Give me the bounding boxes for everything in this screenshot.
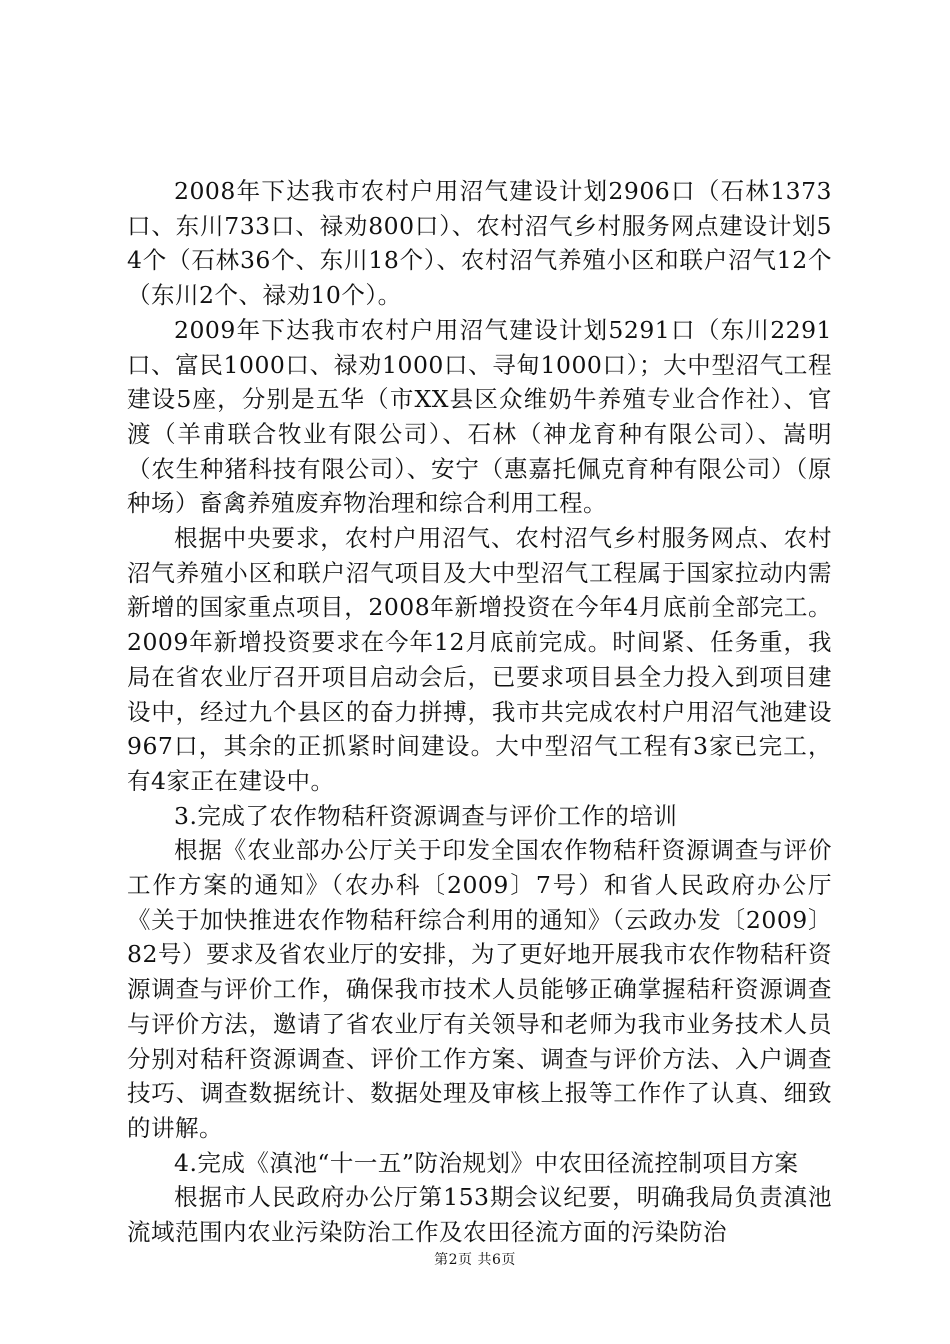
paragraph-dianchi-meeting: 根据市人民政府办公厅第153期会议纪要，明确我局负责滇池流域范围内农业污染防治工作及农田径流方面的污染防治	[127, 1183, 832, 1247]
paragraph-straw-survey-training: 根据《农业部办公厅关于印发全国农作物秸秆资源调查与评价工作方案的通知》（农办科〔2009〕7号）和省人民政府办公厅《关于加快推进农作物秸秆综合利用的通知》（云政办发〔2009〕82号）要求及省农业厅的安排，为了更好地开展我市农作物秸秆资源调查与评价工作，确保我市技术人员能够正确掌握秸秆资源调查与评价方法，邀请了省农业厅有关领导和老师为我市业务技术人员分别对秸秆资源调查、评价工作方案、调查与评价方法、入户调查技巧、调查数据统计、数据处理及审核上报等工作作了认真、细致的讲解。	[127, 836, 832, 1142]
paragraph-central-requirements: 根据中央要求，农村户用沼气、农村沼气乡村服务网点、农村沼气养殖小区和联户沼气项目及大中型沼气工程属于国家拉动内需新增的国家重点项目，2008年新增投资在今年4月底前全部完工。2009年新增投资要求在今年12月底前完成。时间紧、任务重，我局在省农业厅召开项目启动会后，已要求项目县全力投入到项目建设中，经过九个县区的奋力拼搏，我市共完成农村户用沼气池建设967口，其余的正抓紧时间建设。大中型沼气工程有3家已完工，有4家正在建设中。	[127, 524, 832, 795]
paragraph-2008-biogas-plan: 2008年下达我市农村户用沼气建设计划2906口（石林1373口、东川733口、禄劝800口）、农村沼气乡村服务网点建设计划54个（石林36个、东川18个）、农村沼气养殖小区和联户沼气12个（东川2个、禄劝10个）。	[127, 177, 832, 310]
section-heading-straw-survey: 3.完成了农作物秸秆资源调查与评价工作的培训	[174, 801, 678, 830]
document-body	[127, 174, 832, 1250]
paragraph-2009-biogas-plan: 2009年下达我市农村户用沼气建设计划5291口（东川2291口、富民1000口、禄劝1000口、寻甸1000口）；大中型沼气工程建设5座，分别是五华（市XX县区众维奶牛养殖专业合作社）、官渡（羊甫联合牧业有限公司）、石林（神龙育种有限公司）、嵩明（农生种猪科技有限公司）、安宁（惠嘉托佩克育种有限公司）（原种场）畜禽养殖废弃物治理和综合利用工程。	[127, 315, 832, 518]
page-footer: 第2页 共6页	[434, 1252, 516, 1268]
section-heading-dianchi-plan: 4.完成《滇池“十一五”防治规划》中农田径流控制项目方案	[174, 1148, 799, 1177]
